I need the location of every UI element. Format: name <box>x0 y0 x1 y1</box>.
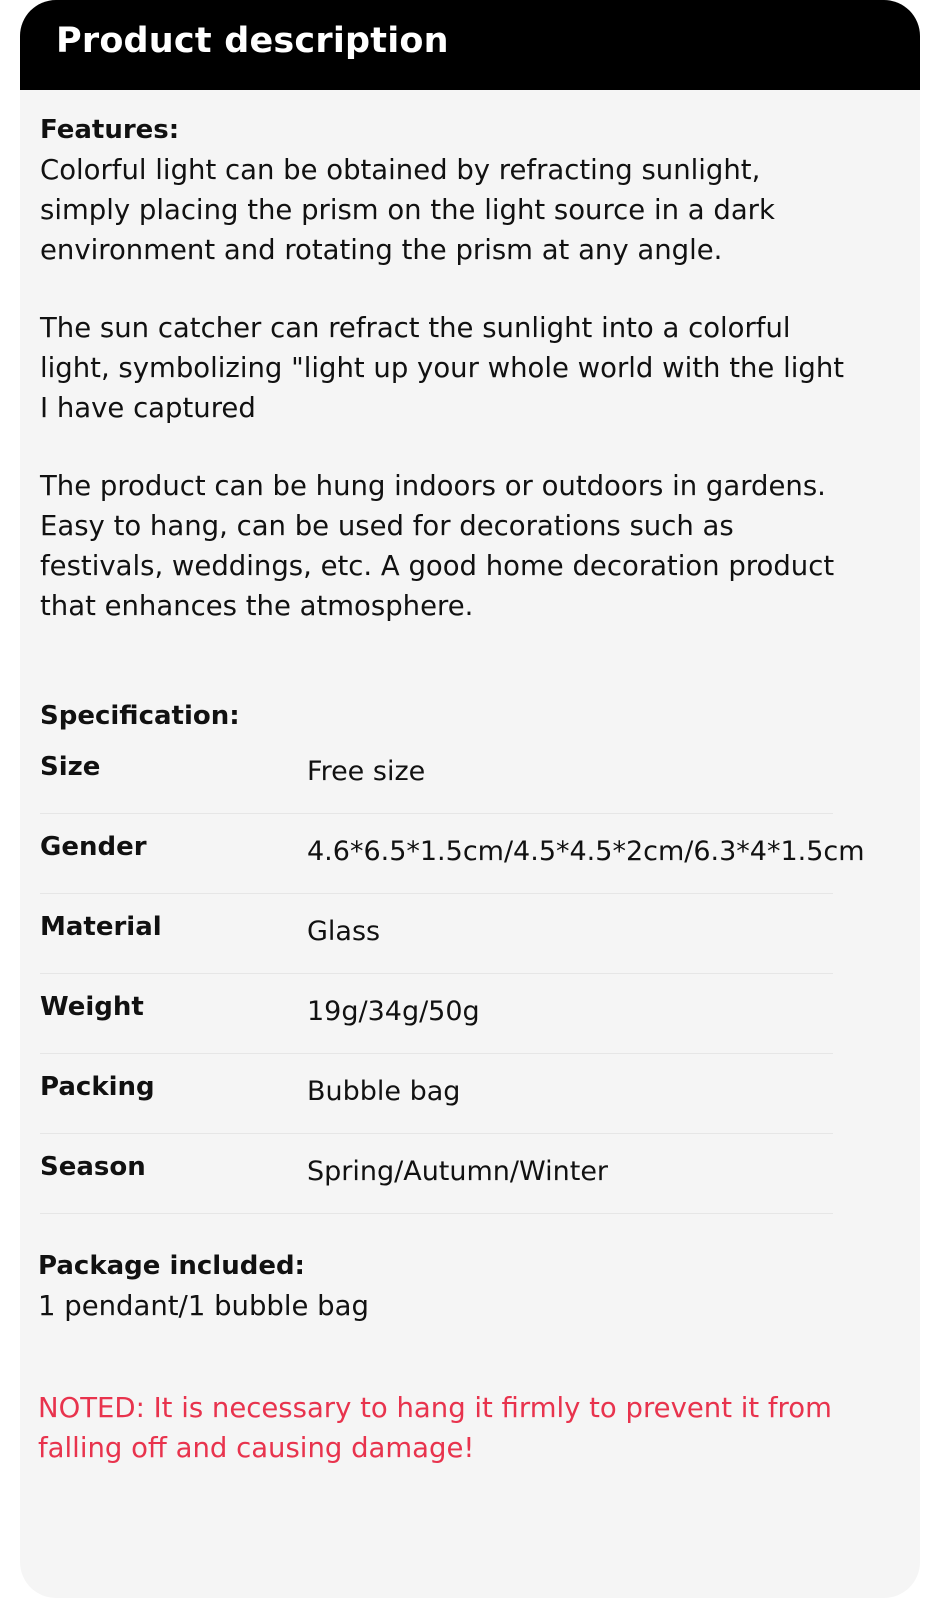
specification-table <box>40 734 880 1214</box>
spec-row-material <box>40 894 833 974</box>
spec-value: Glass <box>307 916 381 947</box>
spec-value: Free size <box>307 756 426 787</box>
features-paragraph: Colorful light can be obtained by refracting sunlight, simply placing the prism on the light source in a dark environment and rotating the prism at any angle. <box>40 154 775 266</box>
spec-value: 4.6*6.5*1.5cm/4.5*4.5*2cm/6.3*4*1.5cm <box>307 836 865 867</box>
spec-row-season <box>40 1134 833 1214</box>
features-paragraph: The sun catcher can refract the sunlight into a colorful light, symbolizing "light up your whole world with the light I have captured <box>40 312 845 424</box>
spec-key: Season <box>40 1152 146 1182</box>
spec-key: Packing <box>40 1072 155 1102</box>
spec-row-gender <box>40 814 865 894</box>
spec-key: Weight <box>40 992 144 1022</box>
features-paragraph: The product can be hung indoors or outdoors in gardens. Easy to hang, can be used for decorations such as festivals, weddings, etc. A good home decoration product that enhances the atmosphere. <box>40 470 835 622</box>
spec-row-packing <box>40 1054 833 1134</box>
spec-value: Bubble bag <box>307 1076 461 1107</box>
specification-heading: Specification: <box>40 701 240 731</box>
features-heading: Features: <box>40 115 180 145</box>
section-header <box>20 0 920 90</box>
package-heading: Package included: <box>38 1251 305 1281</box>
spec-row-weight <box>40 974 833 1054</box>
section-title: Product description <box>56 21 449 61</box>
warning-note: NOTED: It is necessary to hang it firmly to prevent it from falling off and causing damage! <box>38 1392 832 1464</box>
spec-key: Size <box>40 752 101 782</box>
package-included-section <box>38 1246 878 1326</box>
package-text: 1 pendant/1 bubble bag <box>38 1290 369 1322</box>
spec-value: 19g/34g/50g <box>307 996 480 1027</box>
features-section <box>40 110 880 626</box>
spec-value: Spring/Autumn/Winter <box>307 1156 609 1187</box>
spec-key: Material <box>40 912 162 942</box>
spec-row-size <box>40 734 833 814</box>
spec-key: Gender <box>40 832 147 862</box>
